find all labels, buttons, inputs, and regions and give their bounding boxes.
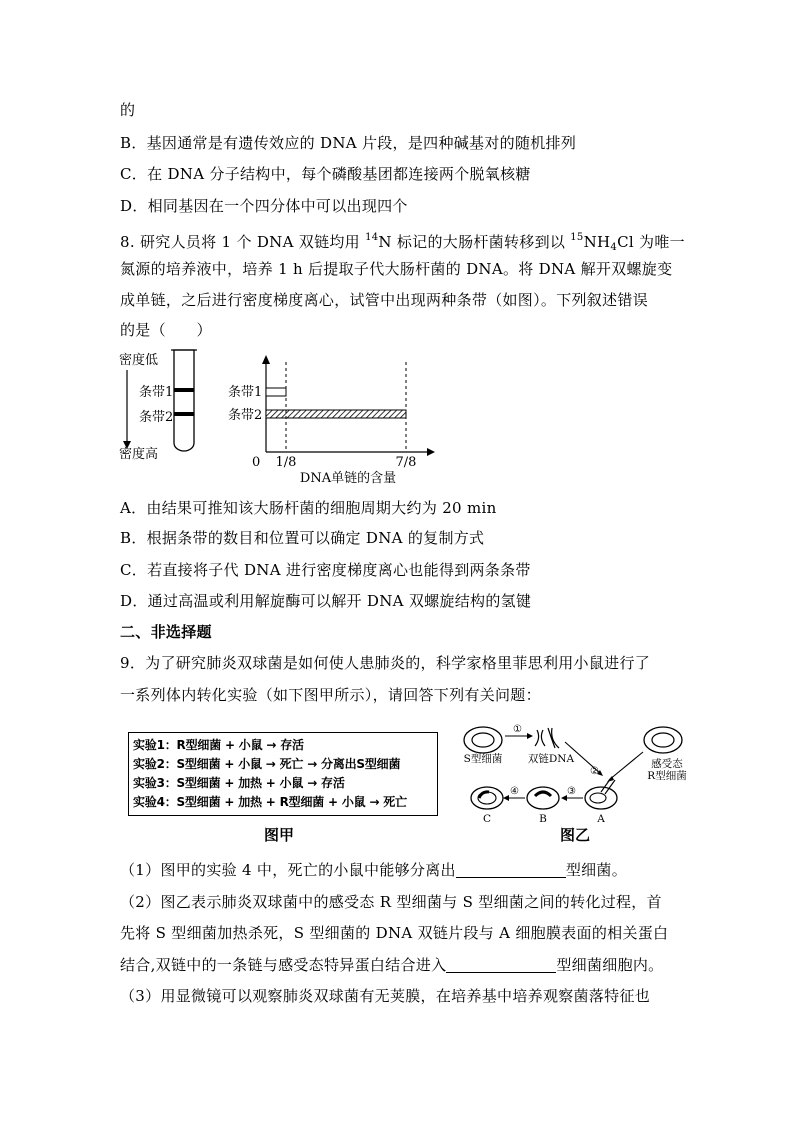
option-d: D．相同基因在一个四分体中可以出现四个 [120, 197, 408, 215]
text-line: 的 [120, 101, 136, 119]
answer-blank-1[interactable] [456, 861, 566, 878]
step-1: ① [513, 724, 522, 735]
tick-zero: 0 [252, 455, 261, 470]
cell-c [471, 787, 503, 809]
band-chart [228, 352, 443, 485]
dsdna-label: 双链DNA [527, 753, 575, 765]
figure-yi-caption: 图乙 [560, 826, 591, 844]
experiment-3: 实验3：S型细菌 + 加热 + 小鼠 → 存活 [133, 776, 345, 790]
tube-band-1 [174, 388, 194, 392]
x-axis-label: DNA单链的含量 [299, 471, 397, 485]
cell-c-dna [479, 792, 489, 798]
competent-label-1: 感受态 [651, 758, 683, 770]
q8-line-1: 8. 研究人员将 1 个 DNA 双链均用 $^{14}$N 标记的大肠杆菌转移到以 $^{15}NH_4Cl$ 为唯一 [120, 232, 685, 253]
dsdna-icon [535, 728, 559, 748]
answer-blank-2[interactable] [446, 956, 556, 973]
q8-line-4: 的是（ ） [120, 321, 212, 339]
step-4: ④ [510, 786, 519, 797]
cell-b [527, 787, 559, 809]
step-2: ② [590, 766, 599, 777]
q9-line-1: 9．为了研究肺炎双球菌是如何使人患肺炎的，科学家格里菲思利用小鼠进行了 [120, 654, 651, 672]
experiment-4: 实验4：S型细菌 + 加热 + R型细菌 + 小鼠 → 死亡 [133, 795, 407, 809]
step-3: ③ [567, 786, 576, 797]
q8-option-c: C．若直接将子代 DNA 进行密度梯度离心也能得到两条条带 [120, 561, 531, 579]
option-b: B．基因通常是有遗传效应的 DNA 片段，是四种碱基对的随机排列 [120, 134, 577, 152]
experiment-box [128, 732, 438, 816]
experiment-2: 实验2：S型细菌 + 小鼠 → 死亡 → 分离出S型细菌 [133, 757, 401, 771]
tick-7-8: 7/8 [395, 455, 417, 470]
competent-label-2: R型细菌 [647, 770, 687, 782]
bar-band1 [266, 388, 286, 396]
chart-band1-label: 条带1 [228, 385, 263, 400]
y-axis-arrow [262, 355, 270, 364]
q9-part-2-line-1: （2）图乙表示肺炎双球菌中的感受态 R 型细菌与 S 型细菌之间的转化过程，首 [120, 893, 662, 911]
density-high-label: 密度高 [119, 447, 159, 460]
q9-part-3: （3）用显微镜可以观察肺炎双球菌有无荚膜，在培养基中培养观察菌落特征也 [120, 987, 651, 1005]
tick-1-8: 1/8 [275, 455, 297, 470]
bar-band2 [266, 410, 406, 418]
test-tube [174, 350, 194, 451]
test-tube-figure [115, 345, 230, 460]
q9-line-2: 一系列体内转化实验（如下图甲所示），请回答下列有关问题： [120, 686, 541, 704]
q8-option-b: B．根据条带的数目和位置可以确定 DNA 的复制方式 [120, 529, 485, 547]
density-low-label: 密度低 [119, 353, 159, 368]
competent-r-cell [644, 727, 682, 753]
s-cell [464, 727, 502, 753]
chart-band2-label: 条带2 [228, 408, 263, 423]
q9-part-2-line-2: 先将 S 型细菌加热杀死，S 型细菌的 DNA 双链片段与 A 细胞膜表面的相关蛋白 [120, 924, 669, 942]
cell-b-label: B [539, 813, 547, 825]
band2-label: 条带2 [139, 410, 174, 425]
q8-line-3: 成单链，之后进行密度梯度离心，试管中出现两种条带（如图）。下列叙述错误 [120, 291, 649, 309]
cell-a-label: A [597, 813, 605, 825]
section-heading: 二、非选择题 [120, 623, 212, 641]
tube-band-2 [174, 412, 194, 416]
q8-option-a: A．由结果可推知该大肠杆菌的细胞周期大约为 20 min [120, 499, 497, 517]
experiment-1: 实验1：R型细菌 + 小鼠 → 存活 [133, 738, 304, 752]
figure-jia-caption: 图甲 [264, 826, 295, 844]
cell-c-label: C [482, 813, 492, 825]
s-cell-label: S型细菌 [463, 753, 503, 765]
q9-part-1: （1）图甲的实验 4 中，死亡的小鼠中能够分离出 型细菌。 [120, 861, 628, 879]
band1-label: 条带1 [139, 385, 174, 400]
option-c: C．在 DNA 分子结构中，每个磷酸基团都连接两个脱氧核糖 [120, 165, 531, 183]
x-axis-arrow [427, 448, 435, 456]
q8-line-2: 氮源的培养液中，培养 1 h 后提取子代大肠杆菌的 DNA。将 DNA 解开双螺旋变 [120, 260, 673, 278]
cell-b-dna [535, 792, 551, 796]
q8-option-d: D．通过高温或利用解旋酶可以解开 DNA 双螺旋结构的氢键 [120, 592, 532, 610]
q9-part-2-line-3: 结合,双链中的一条链与感受态特异蛋白结合进入 型细菌细胞内。 [120, 956, 664, 974]
